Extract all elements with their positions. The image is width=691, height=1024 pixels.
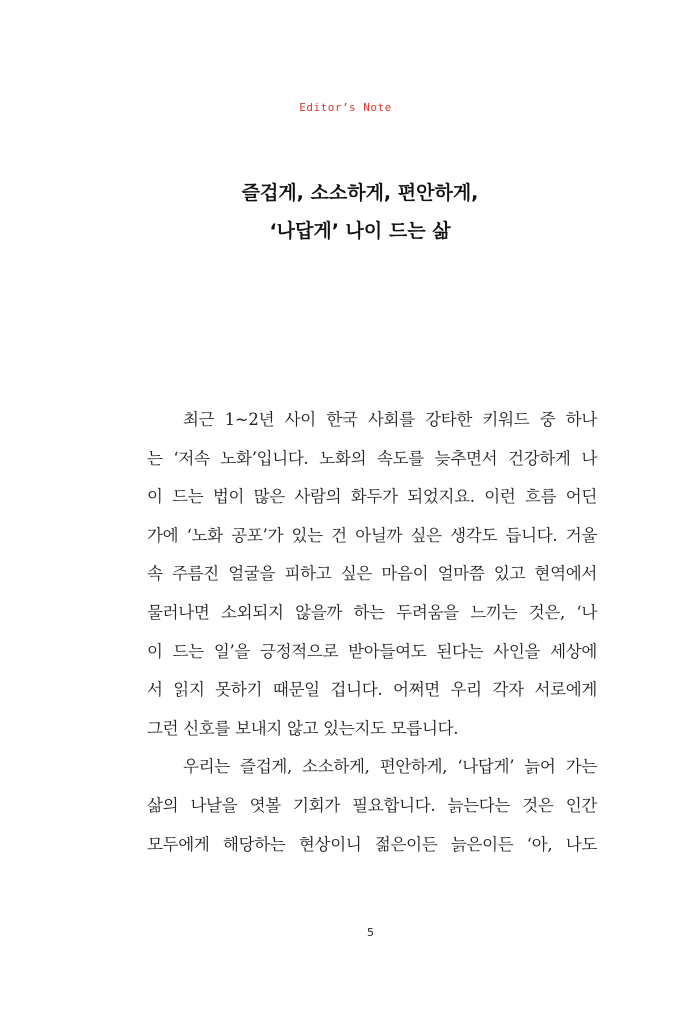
text-line: 삶의 나날을 엿볼 기회가 필요합니다. 늙는다는 것은 인간 [147,795,597,815]
text-line: 이 드는 법이 많은 사람의 화두가 되었지요. 이런 흐름 어딘 [147,487,597,507]
text-line: 가에 ‘노화 공포’가 있는 건 아닐까 싶은 생각도 듭니다. 거울 [147,525,597,545]
text-line: 그런 신호를 보내지 않고 있는지도 모릅니다. [147,718,459,738]
text-line: 최근 1~2년 사이 한국 사회를 강타한 키워드 중 하나 [183,410,597,429]
page-number: 5 [367,926,374,939]
text-line: 는 ‘저속 노화’입니다. 노화의 속도를 늦추면서 건강하게 나 [147,448,597,468]
title-line-2: ‘나답게’ 나이 드는 삶 [269,220,451,242]
body-text [147,401,597,864]
text-line: 이 드는 일’을 긍정적으로 받아들여도 된다는 사인을 세상에 [147,641,597,661]
title-line-1: 즐겁게, 소소하게, 편안하게, [241,182,479,204]
paragraph-1 [147,401,597,748]
text-line: 우리는 즐겁게, 소소하게, 편안하게, ‘나답게’ 늙어 가는 [183,757,597,777]
text-line: 속 주름진 얼굴을 피하고 싶은 마음이 얼마쯤 있고 현역에서 [147,564,597,584]
text-line: 모두에게 해당하는 현상이니 젊은이든 늙은이든 ‘아, 나도 [147,834,597,854]
page-title [0,174,691,250]
paragraph-2 [147,748,597,864]
section-kicker: Editor’s Note [299,101,392,114]
text-line: 물러나면 소외되지 않을까 하는 두려움을 느끼는 것은, ‘나 [147,602,597,622]
text-line: 서 읽지 못하기 때문일 겁니다. 어쩌면 우리 각자 서로에게 [147,680,597,700]
